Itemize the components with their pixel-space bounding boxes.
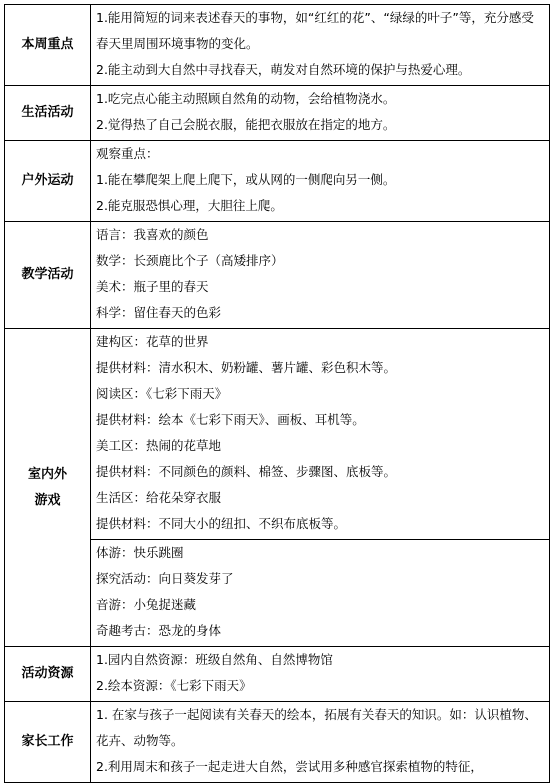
parents-label: 家长工作 xyxy=(5,702,91,783)
row-weekly-focus xyxy=(5,5,550,86)
row-teaching xyxy=(5,222,550,329)
weekly-focus-label: 本周重点 xyxy=(5,5,91,86)
teaching-item: 美术：瓶子里的春天 xyxy=(96,279,209,294)
teaching-item: 科学：留住春天的色彩 xyxy=(96,305,222,320)
row-resources xyxy=(5,647,550,702)
games-outdoor-item: 体游：快乐跳圈 xyxy=(96,545,184,560)
daily-life-content xyxy=(91,86,550,141)
weekly-focus-item: 1.能用简短的词来表述春天的事物，如“红红的花”、“绿绿的叶子”等，充分感受春天里周围环境事物的变化。 xyxy=(96,10,534,51)
games-label-line: 室内外 xyxy=(27,466,67,482)
games-indoor-item: 生活区：给花朵穿衣服 xyxy=(96,490,222,505)
parents-content xyxy=(91,702,550,783)
weekly-focus-content xyxy=(91,5,550,86)
games-label xyxy=(5,329,91,647)
games-indoor-item: 提供材料：清水积木、奶粉罐、薯片罐、彩色积木等。 xyxy=(96,360,397,375)
row-daily-life xyxy=(5,86,550,141)
resources-content xyxy=(91,647,550,702)
resources-label: 活动资源 xyxy=(5,647,91,702)
games-label-line: 游戏 xyxy=(34,492,61,508)
parents-item: 1. 在家与孩子一起阅读有关春天的绘本，拓展有关春天的知识。如：认识植物、花卉、动物等。 xyxy=(96,707,537,748)
games-outdoor-item: 探究活动：向日葵发芽了 xyxy=(96,571,234,586)
teaching-item: 语言：我喜欢的颜色 xyxy=(96,227,209,242)
games-indoor-item: 阅读区：《七彩下雨天》 xyxy=(96,386,228,401)
teaching-content xyxy=(91,222,550,329)
resources-item: 2.绘本资源：《七彩下雨天》 xyxy=(96,678,252,693)
row-parents xyxy=(5,702,550,783)
weekly-focus-item: 2.能主动到大自然中寻找春天，萌发对自然环境的保护与热爱心理。 xyxy=(96,62,471,77)
games-outdoor-content xyxy=(91,540,550,647)
outdoor-sports-item: 1.能在攀爬架上爬上爬下，或从网的一侧爬向另一侧。 xyxy=(96,172,396,187)
outdoor-sports-content xyxy=(91,141,550,222)
daily-life-item: 2.觉得热了自己会脱衣服，能把衣服放在指定的地方。 xyxy=(96,117,396,132)
row-outdoor-sports xyxy=(5,141,550,222)
outdoor-sports-item: 2.能克服恐惧心理，大胆往上爬。 xyxy=(96,198,283,213)
games-indoor-content xyxy=(91,329,550,540)
teaching-item: 数学：长颈鹿比个子（高矮排序） xyxy=(96,253,284,268)
games-outdoor-item: 奇趣考古：恐龙的身体 xyxy=(96,623,222,638)
daily-life-label: 生活活动 xyxy=(5,86,91,141)
games-indoor-item: 美工区：热闹的花草地 xyxy=(96,438,222,453)
games-indoor-item: 提供材料：不同颜色的颜料、棉签、步骤图、底板等。 xyxy=(96,464,397,479)
games-indoor-item: 提供材料：不同大小的纽扣、不织布底板等。 xyxy=(96,516,347,531)
games-outdoor-item: 音游：小兔捉迷藏 xyxy=(96,597,197,612)
row-games-indoor xyxy=(5,329,550,540)
resources-item: 1.园内自然资源：班级自然角、自然博物馆 xyxy=(96,652,333,667)
weekly-plan-table xyxy=(4,4,550,783)
daily-life-item: 1.吃完点心能主动照顾自然角的动物，会给植物浇水。 xyxy=(96,91,396,106)
parents-item: 2.利用周末和孩子一起走进大自然，尝试用多种感官探索植物的特征， xyxy=(96,759,483,774)
games-indoor-item: 建构区：花草的世界 xyxy=(96,334,209,349)
teaching-label: 教学活动 xyxy=(5,222,91,329)
outdoor-sports-item: 观察重点： xyxy=(96,146,159,161)
outdoor-sports-label: 户外运动 xyxy=(5,141,91,222)
games-indoor-item: 提供材料：绘本《七彩下雨天》、画板、耳机等。 xyxy=(96,412,365,427)
